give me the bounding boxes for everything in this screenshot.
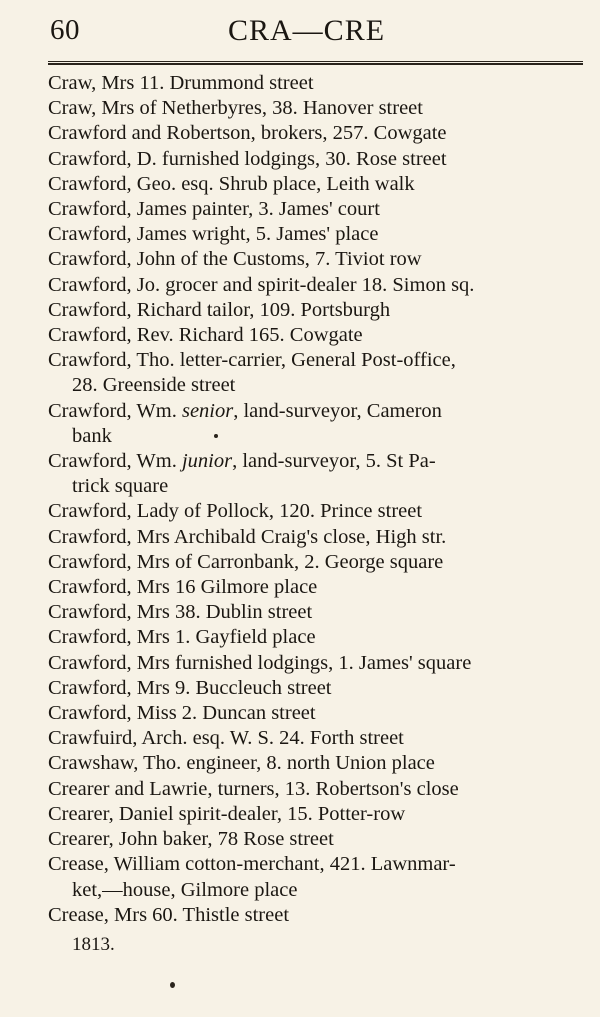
directory-entry [48, 852, 583, 902]
directory-entry [48, 726, 583, 751]
entry-text: Crearer and Lawrie, turners, 13. Robertson's close [48, 777, 459, 800]
directory-entry [48, 701, 583, 726]
directory-entry [48, 751, 583, 776]
entry-text: Crawford, Jo. grocer and spirit-dealer 18. Simon sq. [48, 273, 475, 296]
entry-text: Crawford, James painter, 3. James' court [48, 198, 380, 221]
entry-text: Crawford, Mrs Archibald Craig's close, High str. [48, 525, 447, 548]
entry-text: Crawford, Rev. Richard 165. Cowgate [48, 324, 363, 347]
directory-entry [48, 651, 583, 676]
entry-text: Crawshaw, Tho. engineer, 8. north Union place [48, 752, 435, 775]
directory-entry [48, 550, 583, 575]
entry-continuation: 28. Greenside street [72, 374, 236, 397]
directory-entry [48, 449, 583, 499]
page-number: 60 [50, 14, 80, 46]
entry-continuation: trick square [72, 475, 169, 498]
printer-signature: 1813. [72, 934, 115, 955]
directory-entry [48, 903, 583, 928]
entry-text [48, 449, 583, 474]
directory-entry [48, 323, 583, 348]
directory-entry [48, 525, 583, 550]
entry-continuation: ket,—house, Gilmore place [72, 878, 298, 901]
entry-text: Crawford, Mrs 1. Gayfield place [48, 626, 316, 649]
entry-text: Craw, Mrs of Netherbyres, 38. Hanover street [48, 97, 423, 120]
directory-entry [48, 273, 583, 298]
entry-text: Crawford, Mrs 9. Buccleuch street [48, 676, 332, 699]
entry-text [48, 399, 583, 424]
entry-text: Craw, Mrs 11. Drummond street [48, 72, 314, 94]
entry-text: Crawford, Lady of Pollock, 120. Prince street [48, 500, 423, 523]
entry-text: Crawford, Miss 2. Duncan street [48, 702, 316, 725]
entry-text: Crawford and Robertson, brokers, 257. Cowgate [48, 122, 447, 145]
directory-entry [48, 147, 583, 172]
entry-text: Crearer, Daniel spirit-dealer, 15. Potter-row [48, 802, 406, 825]
directory-entry [48, 399, 583, 449]
entry-text: Crawford, John of the Customs, 7. Tiviot row [48, 248, 422, 271]
header-rule [48, 61, 583, 65]
directory-entry [48, 625, 583, 650]
entry-text: Crawford, Mrs 16 Gilmore place [48, 576, 318, 599]
entry-text: Crawford, Richard tailor, 109. Portsburgh [48, 298, 391, 321]
entry-text: Crawford, Mrs of Carronbank, 2. George square [48, 550, 444, 573]
entry-text: Crawford, D. furnished lodgings, 30. Rose street [48, 147, 447, 170]
directory-entry [48, 802, 583, 827]
page-header [48, 12, 583, 52]
directory-entry [48, 348, 583, 398]
entry-detail: , land-surveyor, 5. St Pa- [232, 450, 436, 473]
ink-speck [170, 982, 175, 988]
directory-entry [48, 575, 583, 600]
entry-name: Crawford, Wm. [48, 450, 182, 473]
entry-text: Crawfuird, Arch. esq. W. S. 24. Forth street [48, 727, 404, 750]
entry-text: Crawford, James wright, 5. James' place [48, 223, 379, 246]
directory-entry [48, 298, 583, 323]
entry-text: Crease, William cotton-merchant, 421. Lawnmar- [48, 853, 456, 876]
entry-continuation: bank [72, 424, 112, 447]
directory-entry [48, 247, 583, 272]
directory-entry [48, 222, 583, 247]
entry-detail: , land-surveyor, Cameron [233, 399, 442, 422]
directory-entry [48, 499, 583, 524]
directory-entry [48, 777, 583, 802]
entry-qualifier: junior [181, 450, 233, 473]
directory-entry [48, 197, 583, 222]
entry-text: Crawford, Tho. letter-carrier, General Post-office, [48, 349, 456, 372]
entry-qualifier: senior [181, 399, 234, 422]
directory-entry [48, 71, 583, 96]
entry-text: Crease, Mrs 60. Thistle street [48, 903, 290, 926]
entry-text: Crawford, Geo. esq. Shrub place, Leith walk [48, 172, 415, 195]
directory-entry [48, 676, 583, 701]
entry-text: Crearer, John baker, 78 Rose street [48, 828, 334, 851]
entry-name: Crawford, Wm. [48, 399, 182, 422]
directory-entry [48, 172, 583, 197]
directory-entry [48, 96, 583, 121]
entry-text: Crawford, Mrs 38. Dublin street [48, 601, 313, 624]
directory-entries [48, 71, 583, 928]
directory-entry [48, 600, 583, 625]
ink-speck [214, 434, 218, 438]
directory-entry [48, 121, 583, 146]
entry-text: Crawford, Mrs furnished lodgings, 1. James' square [48, 651, 472, 674]
directory-entry [48, 827, 583, 852]
running-head: CRA—CRE [228, 14, 386, 47]
